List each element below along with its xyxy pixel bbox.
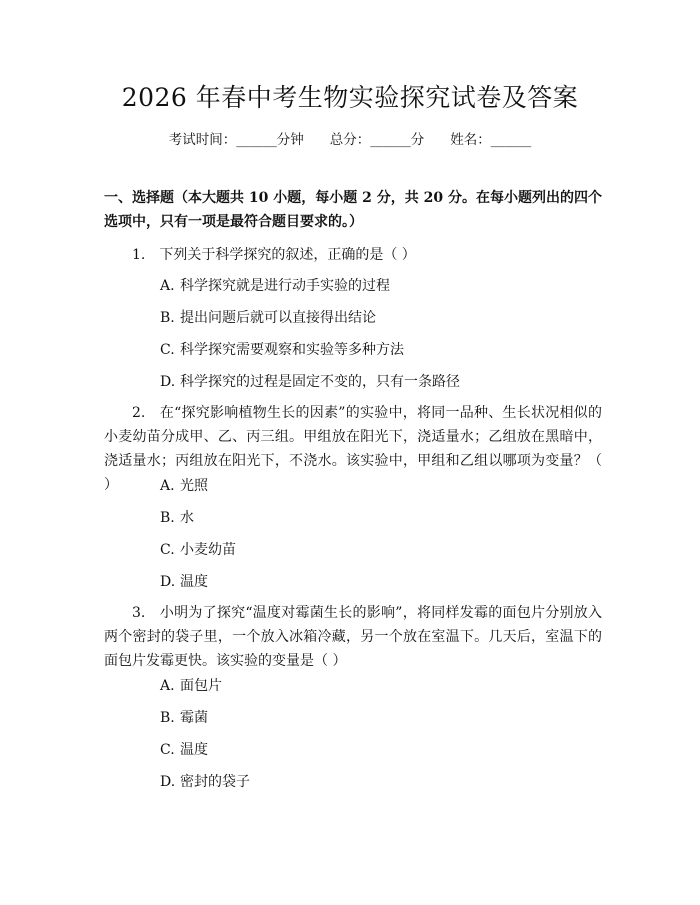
option-letter: A.: [160, 678, 175, 694]
option-letter: C.: [160, 342, 175, 358]
exam-time: 考试时间：______分钟: [168, 132, 304, 148]
option-letter: B.: [160, 510, 175, 526]
option-text: 温度: [180, 742, 208, 758]
option-text: 面包片: [180, 678, 222, 694]
page-title: 2026 年春中考生物实验探究试卷及答案: [121, 83, 579, 112]
option-text: 提出问题后就可以直接得出结论: [180, 310, 376, 326]
question-1-stem: 1. 下列关于科学探究的叙述，正确的是（ ）: [132, 247, 416, 263]
question-2-option-b: [160, 506, 600, 530]
option-letter: B.: [160, 710, 175, 726]
option-text: 霉菌: [180, 710, 208, 726]
option-letter: D.: [160, 574, 176, 590]
question-3-option-c: [160, 738, 600, 762]
question-1-option-d: [160, 370, 600, 394]
section-heading: 一、选择题（本大题共 10 小题，每小题 2 分，共 20 分。在每小题列出的四个选项中，只有一项是最符合题目要求的。）: [104, 190, 602, 230]
option-letter: C.: [160, 542, 175, 558]
option-letter: B.: [160, 310, 175, 326]
option-text: 密封的袋子: [180, 774, 250, 790]
question-3-option-a: [160, 674, 600, 698]
option-letter: C.: [160, 742, 175, 758]
option-text: 温度: [180, 574, 208, 590]
question-1-option-b: [160, 306, 600, 330]
student-name: 姓名：______: [450, 132, 532, 148]
question-3-option-d: [160, 770, 600, 794]
option-text: 光照: [180, 478, 208, 494]
question-3-stem: 3. 小明为了探究“温度对霉菌生长的影响”，将同样发霉的面包片分别放入两个密封的袋子里，一个放入冰箱冷藏，另一个放在室温下。几天后，室温下的面包片发霉更快。该实验的变量是（ ）: [104, 605, 602, 669]
option-letter: D.: [160, 374, 176, 390]
question-2-option-d: [160, 570, 600, 594]
option-text: 水: [180, 510, 194, 526]
option-text: 科学探究的过程是固定不变的，只有一条路径: [180, 374, 460, 390]
option-text: 科学探究需要观察和实验等多种方法: [180, 342, 404, 358]
option-letter: A.: [160, 278, 175, 294]
question-1-option-a: [160, 274, 600, 298]
exam-info: [0, 129, 700, 151]
question-2-option-a: [160, 474, 600, 498]
option-letter: A.: [160, 478, 175, 494]
question-1-option-c: [160, 338, 600, 362]
question-2-stem: 2. 在“探究影响植物生长的因素”的实验中，将同一品种、生长状况相似的小麦幼苗分成甲、乙、丙三组。甲组放在阳光下，浇适量水；乙组放在黑暗中，浇适量水；丙组放在阳光下，不浇水。该实验中，甲组和乙组以哪项为变量？（ ）: [104, 405, 602, 493]
option-text: 科学探究就是进行动手实验的过程: [180, 278, 390, 294]
question-3-option-b: [160, 706, 600, 730]
exam-score: 总分：______分: [329, 132, 425, 148]
option-letter: D.: [160, 774, 176, 790]
option-text: 小麦幼苗: [180, 542, 236, 558]
question-2-option-c: [160, 538, 600, 562]
